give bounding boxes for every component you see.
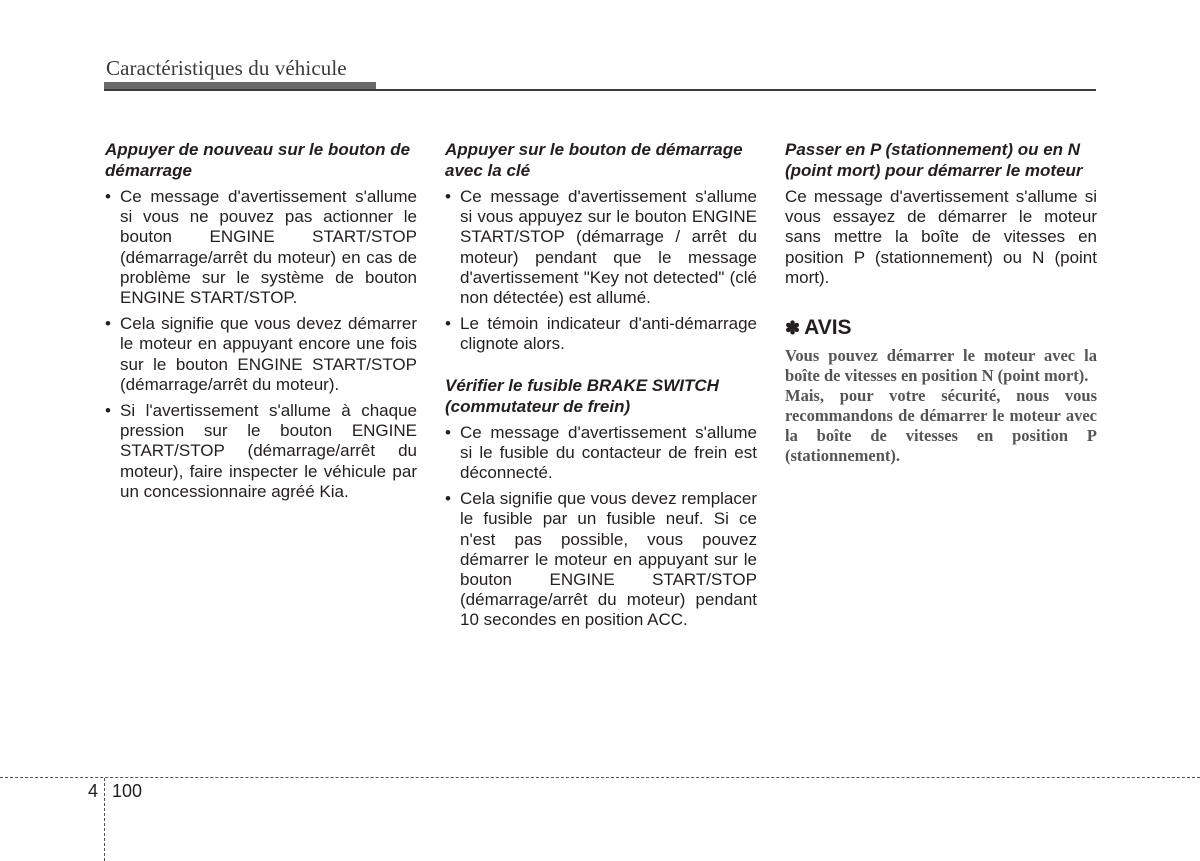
bullet-icon: •: [105, 401, 111, 421]
list-item: [105, 401, 417, 502]
list-item: [445, 423, 757, 484]
list-item: [105, 314, 417, 395]
bullet-icon: •: [445, 489, 451, 509]
chapter-number: 4: [88, 781, 99, 801]
list-item-text: Cela signifie que vous devez remplacer le fusible par un fusible neuf. Si ce n'est pas possible, vous pouvez démarrer le moteur en appuyant sur le bouton ENGINE START/STOP (démarrage/arrêt du moteur) pendant 10 secondes en position ACC.: [460, 489, 757, 630]
column-3: [785, 139, 1097, 466]
column-2: [445, 139, 757, 637]
notice-paragraph-2: Mais, pour votre sécurité, nous vous recommandons de démarrer le moteur avec la boîte de vitesses en position P (stationnement).: [785, 386, 1097, 466]
section-title: Caractéristiques du véhicule: [106, 56, 347, 80]
notice-body: [785, 346, 1097, 466]
column-3-heading: Passer en P (stationnement) ou en N (point mort) pour démarrer le moteur: [785, 140, 1083, 180]
column-1-bullets: [105, 187, 417, 502]
notice-title-text: AVIS: [804, 316, 852, 340]
bullet-icon: •: [445, 187, 451, 206]
bullet-icon: •: [105, 314, 111, 334]
bullet-icon: •: [445, 422, 451, 442]
list-item-text: Le témoin indicateur d'anti-démarrage clignote alors.: [460, 314, 757, 354]
footer-vertical-divider: [104, 778, 105, 861]
list-item: [105, 187, 417, 308]
list-item-text: Si l'avertissement s'allume à chaque pression sur le bouton ENGINE START/STOP (démarrage/arrêt du moteur), faire inspecter le véhicule par un concessionnaire agréé Kia.: [120, 401, 417, 501]
header-rule: [104, 89, 1096, 91]
page-number: 100: [112, 781, 143, 801]
list-item-text: Ce message d'avertissement s'allume si vous ne pouvez pas actionner le bouton ENGINE START/STOP (démarrage/arrêt du moteur) en cas de problème sur le système de bouton ENGINE START/STOP.: [120, 187, 417, 308]
column-2-bullets-2: [445, 423, 757, 631]
bullet-icon: •: [105, 187, 111, 206]
column-2-heading-1: Appuyer sur le bouton de démarrage avec la clé: [445, 140, 743, 180]
notice-title: [785, 316, 1097, 340]
column-2-bullets-1: [445, 187, 757, 355]
notice-paragraph-1: Vous pouvez démarrer le moteur avec la boîte de vitesses en position N (point mort).: [785, 346, 1097, 386]
list-item-text: Ce message d'avertissement s'allume si le fusible du contacteur de frein est déconnecté.: [460, 422, 757, 483]
footer-divider: [0, 777, 1200, 778]
list-item: [445, 489, 757, 630]
asterisk-icon: ✽: [785, 318, 801, 339]
list-item: [445, 314, 757, 354]
list-item: [445, 187, 757, 308]
column-2-heading-2: Vérifier le fusible BRAKE SWITCH (commutateur de frein): [445, 375, 719, 416]
list-item-text: Cela signifie que vous devez démarrer le moteur en appuyant encore une fois sur le bouton ENGINE START/STOP (démarrage/arrêt du moteur).: [120, 314, 417, 394]
list-item-text: Ce message d'avertissement s'allume si vous appuyez sur le bouton ENGINE START/STOP (démarrage / arrêt du moteur) pendant que le message d'avertissement "Key not detected" (clé non détectée) est allumé.: [460, 187, 757, 308]
bullet-icon: •: [445, 314, 451, 334]
column-1: [105, 139, 417, 508]
column-3-paragraph: Ce message d'avertissement s'allume si vous essayez de démarrer le moteur sans mettre la boîte de vitesses en position P (stationnement) ou N (point mort).: [785, 187, 1097, 287]
column-1-heading: Appuyer de nouveau sur le bouton de démarrage: [105, 140, 411, 180]
